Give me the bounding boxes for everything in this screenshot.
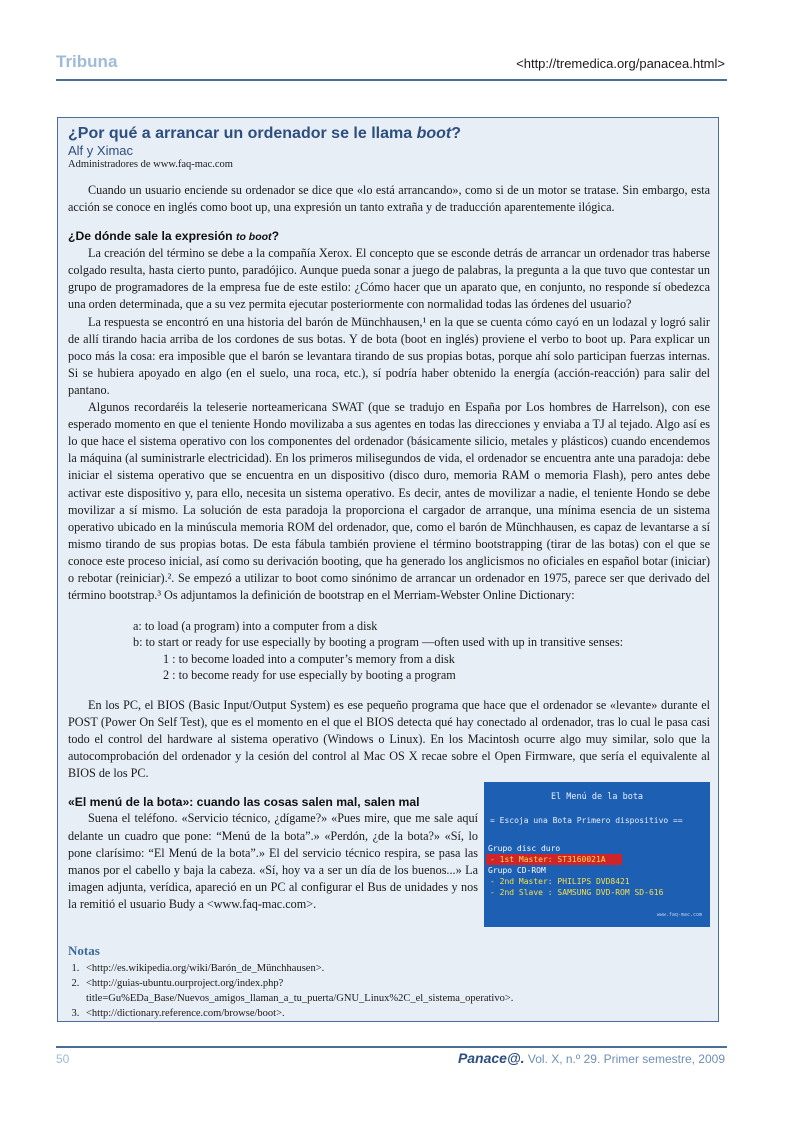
paragraph-2: La respuesta se encontró en una historia del barón de Münchhausen,¹ en la que se cuenta cómo cayó en un lodazal y logró salir de allí tirando hacia arriba de los cordones de sus botas. Y de bota (boot en inglés) proviene el verbo to boot up. Para explicar un poco más la cosa: era imposible que el barón se levantara tirando de sus propias botas, porque ahí solo participan fuerzas internas. Si se hubiera apoyado en algo (en el suelo, una roca, etc.), sí podría haber obtenido la energía (acción-reacción) para salir del pantano. — [68, 314, 710, 397]
note-item[interactable]: 1. <http://es.wikipedia.org/wiki/Barón_de_Münchhausen>. — [82, 961, 710, 976]
article-affiliation: Administradores de www.faq-mac.com — [68, 159, 233, 170]
boot-item-cdrom1: - 2nd Master: PHILIPS DVD8421 — [490, 877, 630, 887]
definition-b: b: to start or ready for use especially by booting a program —often used with up in transitive senses: — [133, 635, 624, 650]
paragraph-5: Suena el teléfono. «Servicio técnico, ¿dígame?» «Pues mire, que me sale aquí delante un cuadro que pone: “Menú de la bota”.» «Perdón, ¿de la bota?» «Sí, lo pone clarísimo: “El Menú de la bota”.» El del servicio técnico respira, se pasa las manos por el cabello y baja la cabeza. «Sí, hoy va a ser un día de los buenos...» La imagen adjunta, verídica, apareció en un PC al configurar el Bus de unidades y nos la remitió el usuario Budy a <www.faq-mac.com>. — [68, 811, 478, 911]
page-number: 50 — [56, 1052, 70, 1066]
boot-group-hdd: Grupo disc duro — [488, 844, 561, 854]
boot-item-hdd: - 1st Master: ST3160021A — [490, 855, 606, 865]
title-italic: boot — [416, 125, 452, 142]
article-content — [68, 124, 710, 1021]
definition-a: a: to load (a program) into a computer from a disk — [133, 619, 378, 634]
journal-info — [458, 1050, 725, 1066]
section-heading-menu: «El menú de la bota»: cuando las cosas salen mal, salen mal — [68, 795, 420, 810]
intro-paragraph: Cuando un usuario enciende su ordenador se dice que «lo está arrancando», como si de un motor se tratase. Sin embargo, esta acción se conoce en inglés como boot up, una expresión un tanto extraña y de traducción aparentemente ilógica. — [68, 183, 710, 215]
boot-menu-screenshot — [484, 782, 710, 927]
header-rule — [56, 79, 727, 81]
header-url[interactable]: <http://tremedica.org/panacea.html> — [516, 56, 725, 71]
article-box — [57, 117, 719, 1022]
article-authors: Alf y Ximac — [68, 143, 134, 158]
definition-b2: 2 : to become ready for use especially by booting a program — [163, 667, 456, 682]
notes-title: Notas — [68, 943, 100, 959]
journal-issue: Vol. X, n.º 29. Primer semestre, 2009 — [527, 1052, 725, 1066]
footer-rule — [56, 1046, 727, 1048]
boot-watermark: www.faq-mac.com — [656, 912, 702, 919]
notes-list — [68, 961, 710, 1021]
section-title: Tribuna — [56, 52, 118, 71]
paragraph-4: En los PC, el BIOS (Basic Input/Output System) es ese pequeño programa que hace que el ordenador se «levante» durante el POST (Power On Self Test), que es el momento en el que el BIOS detecta qué hay conectado al ordenador, tras lo cual le pasa casi todo el control del hardware al sistema operativo (Windows o Linux). En los Macintosh ocurre algo muy similar, solo que la autocomprobación del ordenador y la cesión del control al Mac OS X recae sobre el Open Firmware, que sería el equivalente al BIOS de los PC. — [68, 697, 710, 781]
definition-b1: 1 : to become loaded into a computer’s memory from a disk — [163, 651, 455, 666]
boot-menu-title: El Menú de la bota — [550, 792, 644, 803]
note-item[interactable]: 2. <http://guias-ubuntu.ourproject.org/index.php?title=Gu%EDa_Base/Nuevos_amigos_llaman_a_tu_puerta/GNU_Linux%2C_el_sistema_operativo>. — [82, 976, 710, 1006]
paragraph-1: La creación del término se debe a la compañía Xerox. El concepto que se esconde detrás de arrancar un ordenador tras haberse colgado resulta, hasta cierto punto, paradójico. Aunque pueda sonar a juego de palabras, la pregunta a la que tuvo que contestar un grupo de programadores de la empresa fue de este estilo: ¿Cómo hacer que un aparato que, en conjunto, no responde sí obedezca una orden determinada, que a su vez permita ejecutar posteriormente con normalidad todas las órdenes del usuario? — [68, 246, 710, 312]
boot-item-cdrom2: - 2nd Slave : SAMSUNG DVD-ROM SD-616 — [490, 888, 664, 898]
article-title: ¿Por qué a arrancar un ordenador se le llama boot? — [68, 125, 462, 142]
boot-menu-subtitle: = Escoja una Bota Primero dispositivo == — [490, 816, 683, 826]
definition-block — [133, 618, 710, 683]
section-heading-origin: ¿De dónde sale la expresión to boot? — [68, 229, 280, 244]
boot-group-cdrom: Grupo CD-ROM — [488, 866, 546, 876]
note-item[interactable]: 3. <http://dictionary.reference.com/browse/boot>. — [82, 1006, 710, 1021]
paragraph-3: Algunos recordaréis la teleserie norteamericana SWAT (que se tradujo en España por Los hombres de Harrelson), con ese esperado momento en que el teniente Hondo movilizaba a sus agentes en todas las direcciones y enviaba a TJ al tejado. Algo así es lo que hace el sistema operativo con los componentes del ordenador (básicamente silicio, metales y plásticos) cuando encendemos la máquina (al suministrarle electricidad). En los primeros milisegundos de vida, el ordenador se encuentra ante una paradoja: debe iniciar el sistema operativo que se encuentra en un dispositivo (disco duro, memoria RAM o memoria Flash), pero antes debe activar este dispositivo y, para ello, necesita un sistema operativo. Es decir, antes de movilizar a nadie, el teniente Hondo se debe movilizar a sí mismo. La solución de esta paradoja la proporciona el cargador de arranque, una mínima esencia de un sistema operativo ubicado en la minúscula memoria ROM del ordenador, que, como el barón de Münchhausen, es capaz de levantarse a sí mismo tirando de sus propias botas. De esta fábula también proviene el término bootstrapping (tirar de las botas) con el que se conoce este proceso inicial, así como su derivación booting, que ha generado los anglicismos no oficiales en español botar (iniciar) o rebotar (reiniciar).². Se empezó a utilizar to boot como sinónimo de arrancar un ordenador en 1975, parece ser que derivado del término bootstrap.³ Os adjuntamos la definición de bootstrap en el Merriam-Webster Online Dictionary: — [68, 400, 710, 603]
journal-name: Panace@. — [457, 1050, 525, 1066]
